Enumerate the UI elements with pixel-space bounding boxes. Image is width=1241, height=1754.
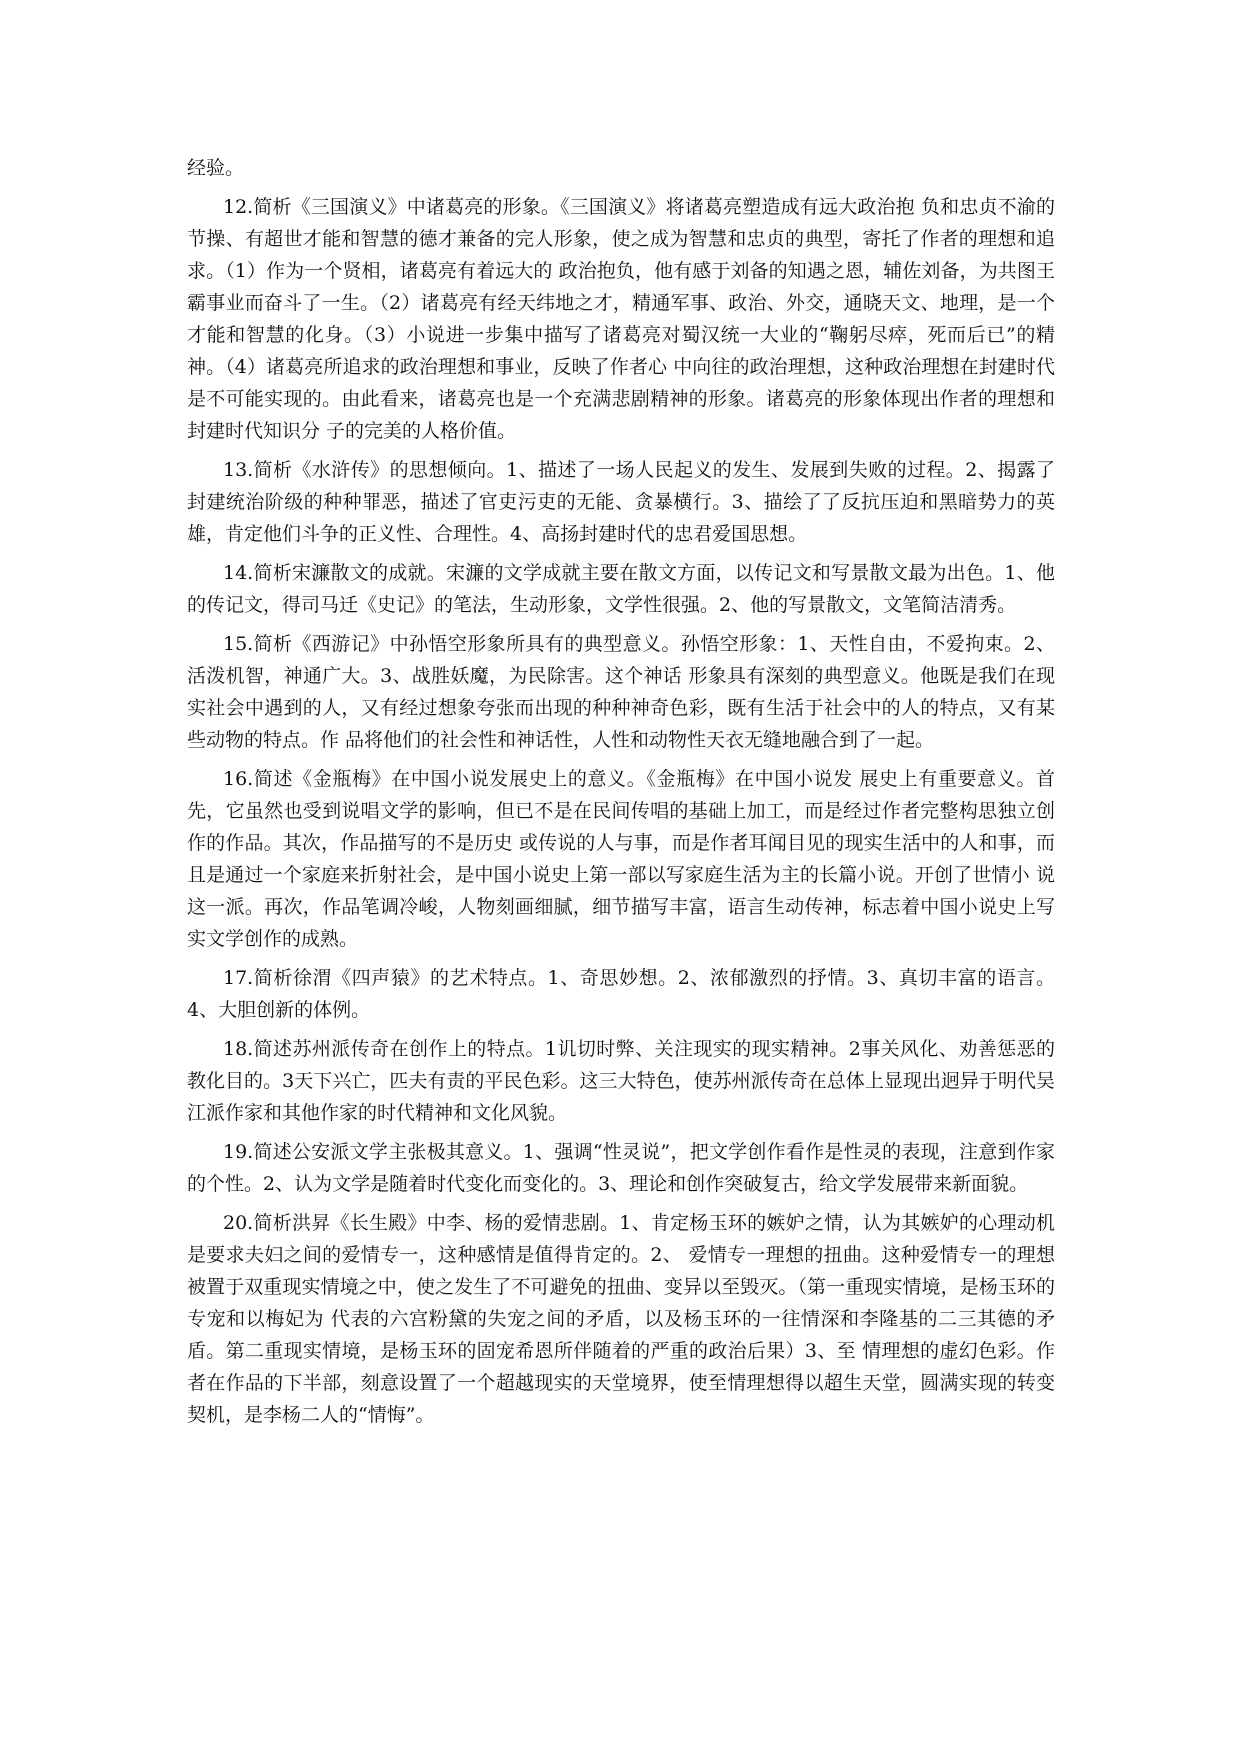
paragraph-q12-zhuge-liang: 12.简析《三国演义》中诸葛亮的形象。《三国演义》将诸葛亮塑造成有远大政治抱 负和忠贞不渝的节操、有超世才能和智慧的德才兼备的完人形象，使之成为智慧和忠贞的典型，寄托了作者的理想和追求。（1）作为一个贤相，诸葛亮有着远大的 政治抱负，他有感于刘备的知遇之恩，辅佐刘备，为共图王霸事业而奋斗了一生。（2）诸葛亮有经天纬地之才，精通军事、政治、外交，通晓天文、地理，是一个 才能和智慧的化身。（3）小说进一步集中描写了诸葛亮对蜀汉统一大业的“鞠躬尽瘁，死而后已”的精神。（4）诸葛亮所追求的政治理想和事业，反映了作者心 中向往的政治理想，这种政治理想在封建时代是不可能实现的。由此看来，诸葛亮也是一个充满悲剧精神的形象。诸葛亮的形象体现出作者的理想和封建时代知识分 子的完美的人格价值。 [187,196,1055,442]
paragraph-q18-suzhou-school: 18.简述苏州派传奇在创作上的特点。1讥切时弊、关注现实的现实精神。2事关风化、劝善惩恶的教化目的。3天下兴亡，匹夫有责的平民色彩。这三大特色，使苏州派传奇在总体上显现出迥异于明代吴江派作家和其他作家的时代精神和文化风貌。 [187,1038,1055,1124]
paragraph-q14-song-lian: 14.简析宋濂散文的成就。宋濂的文学成就主要在散文方面，以传记文和写景散文最为出色。1、他的传记文，得司马迁《史记》的笔法，生动形象，文学性很强。2、他的写景散文，文笔简洁清秀。 [187,562,1055,616]
paragraph-q19-gongan-school: 19.简述公安派文学主张极其意义。1、强调“性灵说”，把文学创作看作是性灵的表现，注意到作家的个性。2、认为文学是随着时代变化而变化的。3、理论和创作突破复古，给文学发展带来新面貌。 [187,1141,1055,1195]
paragraph-continuation: 经验。 [187,157,245,179]
paragraph-q17-sisheng-yuan: 17.简析徐渭《四声猿》的艺术特点。1、奇思妙想。2、浓郁激烈的抒情。3、真切丰富的语言。4、大胆创新的体例。 [187,967,1055,1021]
paragraph-q16-jin-ping-mei: 16.简述《金瓶梅》在中国小说发展史上的意义。《金瓶梅》在中国小说发 展史上有重要意义。首先，它虽然也受到说唱文学的影响，但已不是在民间传唱的基础上加工，而是经过作者完整构思独立创作的作品。其次，作品描写的不是历史 或传说的人与事，而是作者耳闻目见的现实生活中的人和事，而且是通过一个家庭来折射社会，是中国小说史上第一部以写家庭生活为主的长篇小说。开创了世情小 说这一派。再次，作品笔调冷峻，人物刻画细腻，细节描写丰富，语言生动传神，标志着中国小说史上写实文学创作的成熟。 [187,768,1055,950]
document-page [187,152,1055,1438]
paragraph-q20-changsheng-dian: 20.简析洪昇《长生殿》中李、杨的爱情悲剧。1、肯定杨玉环的嫉妒之情，认为其嫉妒的心理动机是要求夫妇之间的爱情专一，这种感情是值得肯定的。2、 爱情专一理想的扭曲。这种爱情专一的理想被置于双重现实情境之中，使之发生了不可避免的扭曲、变异以至毁灭。（第一重现实情境，是杨玉环的专宠和以梅妃为 代表的六宫粉黛的失宠之间的矛盾，以及杨玉环的一往情深和李隆基的二三其德的矛盾。第二重现实情境，是杨玉环的固宠希恩所伴随着的严重的政治后果）3、至 情理想的虚幻色彩。作者在作品的下半部，刻意设置了一个超越现实的天堂境界，使至情理想得以超生天堂，圆满实现的转变契机，是李杨二人的“情悔”。 [187,1212,1055,1426]
paragraph-q15-sun-wukong: 15.简析《西游记》中孙悟空形象所具有的典型意义。孙悟空形象：1、天性自由，不爱拘束。2、活泼机智，神通广大。3、战胜妖魔，为民除害。这个神话 形象具有深刻的典型意义。他既是我们在现实社会中遇到的人，又有经过想象夸张而出现的种种神奇色彩，既有生活于社会中的人的特点，又有某些动物的特点。作 品将他们的社会性和神话性，人性和动物性天衣无缝地融合到了一起。 [187,633,1055,751]
paragraph-q13-shuihu: 13.简析《水浒传》的思想倾向。1、描述了一场人民起义的发生、发展到失败的过程。2、揭露了封建统治阶级的种种罪恶，描述了官吏污吏的无能、贪暴横行。3、描绘了了反抗压迫和黑暗势力的英雄，肯定他们斗争的正义性、合理性。4、高扬封建时代的忠君爱国思想。 [187,459,1055,545]
